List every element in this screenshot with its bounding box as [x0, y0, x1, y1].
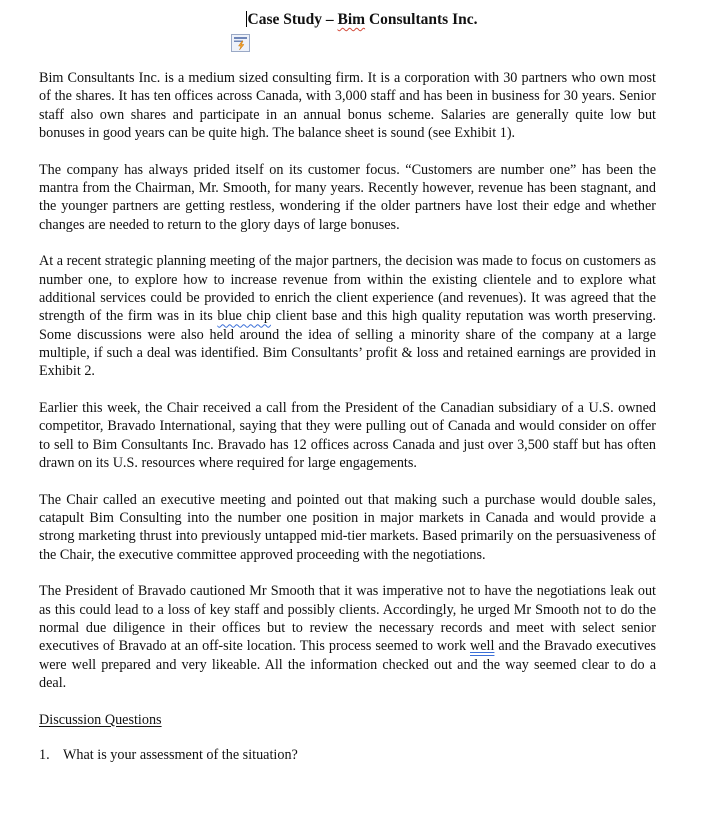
paragraph-5: The Chair called an executive meeting and pointed out that making such a purchase would double sales, catapult Bim Consulting into the number one position in major markets in Canada and would provide a strong marketing thrust into previously untapped mid-tier markets. Based primarily on the persuasiveness of the Chair, the executive committee approved proceeding with the negotiations. [39, 491, 656, 563]
question-number: 1. [39, 746, 50, 763]
questions-list [39, 746, 656, 764]
paragraph-6: The President of Bravado cautioned Mr Smooth that it was imperative not to have the negotiations leak out as this could lead to a loss of key staff and possibly clients. Accordingly, he urged Mr Smooth not to do the normal due diligence in their offices but to review the necessary records and meet with select senior executives of Bravado at an off-site location. This process seemed to work well and the Bravado executives were well prepared and very likeable. All the information checked out and the way seemed clear to do a deal. [39, 583, 656, 691]
discussion-heading: Discussion Questions [39, 711, 162, 728]
grammar-flagged-word: well [470, 638, 495, 655]
paragraph-4: Earlier this week, the Chair received a call from the President of the Canadian subsidiary of a U.S. owned competitor, Bravado International, saying that they were pulling out of Canada and would consider on offer to sell to Bim Consultants Inc. Bravado has 12 offices across Canada and just over 3,500 staff but has often drawn on its U.S. resources where required for large engagements. [39, 399, 656, 471]
question-item [39, 746, 656, 764]
text-cursor [246, 11, 247, 27]
question-text: What is your assessment of the situation? [63, 746, 298, 763]
grammar-flagged-phrase: blue chip [217, 308, 271, 325]
paragraph-2: The company has always prided itself on its customer focus. “Customers are number one” has been the mantra from the Chairman, Mr. Smooth, for many years. Recently however, revenue has been stagnant, and the younger partners are getting restless, wondering if the older partners have lost their edge and whether changes are needed to return to the glory days of large bonuses. [39, 161, 656, 233]
edit-anchor-icon[interactable] [231, 34, 250, 52]
document-body [39, 69, 656, 764]
paragraph-3: At a recent strategic planning meeting of the major partners, the decision was made to focus on customers as number one, to explore how to increase revenue from within the existing clientele and to explore what additional services could be provided to enrich the client experience (and revenues). It was agreed that the strength of the firm was in its blue chip client base and this high quality reputation was worth preserving. Some discussions were also held around the idea of selling a minority share of the company at a large multiple, if such a deal was identified. Bim Consultants’ profit & loss and retained earnings are provided in Exhibit 2. [39, 253, 656, 380]
title-misspelled-word: Bim [337, 11, 366, 28]
page-title: Case Study – Bim Consultants Inc. [247, 11, 478, 28]
paragraph-1: Bim Consultants Inc. is a medium sized consulting firm. It is a corporation with 30 partners who own most of the shares. It has ten offices across Canada, with 3,000 staff and has been in business for 30 years. Senior staff also own shares and participate in an annual bonus scheme. Salaries are generally quite low but bonuses in good years can be quite high. The balance sheet is sound (see Exhibit 1). [39, 70, 656, 141]
